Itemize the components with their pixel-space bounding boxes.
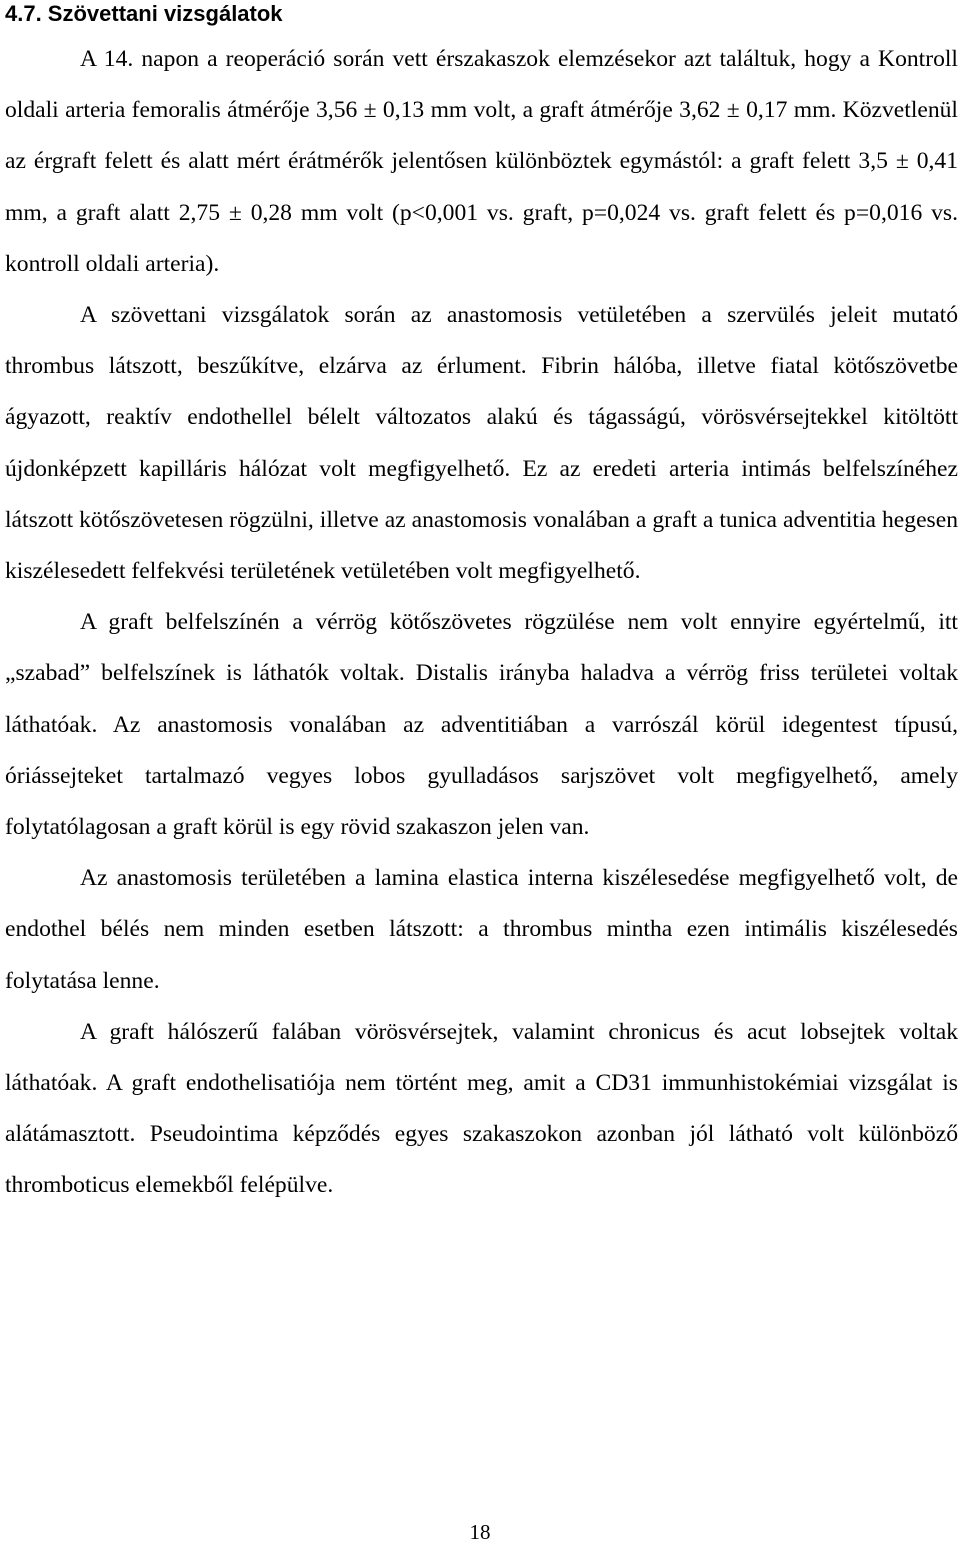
paragraph-lamina-elastica: Az anastomosis területében a lamina elastica interna kiszélesedése megfigyelhető volt, de endothel bélés nem minden esetben látszott: a thrombus mintha ezen intimális kiszélesedés folytatása lenne. xyxy=(5,865,958,994)
paragraph-graft-wall: A graft hálószerű falában vörösvérsejtek, valamint chronicus és acut lobsejtek voltak láthatóak. A graft endothelisatiója nem történt meg, amit a CD31 immunhistokémiai vizsgálat is alátámasztott. Pseudointima képződés egyes szakaszokon azonban jól látható volt különböző thromboticus elemekből felépülve. xyxy=(5,1018,958,1199)
page-number: 18 xyxy=(469,1520,491,1544)
section-heading: 4.7. Szövettani vizsgálatok xyxy=(5,1,283,26)
document-page xyxy=(5,0,958,1212)
paragraph-graft-inner-surface: A graft belfelszínén a vérrög kötőszövetes rögzülése nem volt ennyire egyértelmű, itt „szabad” belfelszínek is láthatók voltak. Distalis irányba haladva a vérrög friss területei voltak láthatóak. Az anastomosis vonalában az adventitiában a varrószál körül idegentest típusú, óriássejteket tartalmazó vegyes lobos gyulladásos sarjszövet volt megfigyelhető, amely folytatólagosan a graft körül is egy rövid szakaszon jelen van. xyxy=(5,609,958,841)
paragraph-vessel-diameters: A 14. napon a reoperáció során vett érszakaszok elemzésekor azt találtuk, hogy a Kontroll oldali arteria femoralis átmérője 3,56 ± 0,13 mm volt, a graft átmérője 3,62 ± 0,17 mm. Közvetlenül az érgraft felett és alatt mért érátmérők jelentősen különböztek egymástól: a graft felett 3,5 ± 0,41 mm, a graft alatt 2,75 ± 0,28 mm volt (p<0,001 vs. graft, p=0,024 vs. graft felett és p=0,016 vs. kontroll oldali arteria). xyxy=(5,46,958,277)
paragraph-histology-anastomosis: A szövettani vizsgálatok során az anastomosis vetületében a szervülés jeleit mutató thrombus látszott, beszűkítve, elzárva az érlument. Fibrin hálóba, illetve fiatal kötőszövetbe ágyazott, reaktív endothellel bélelt változatos alakú és tágasságú, vörösvérsejtekkel kitöltött újdonképzett kapilláris hálózat volt megfigyelhető. Ez az eredeti arteria intimás belfelszínéhez látszott kötőszövetesen rögzülni, illetve az anastomosis vonalában a graft a tunica adventitia hegesen kiszélesedett felfekvési területének vetületében volt megfigyelhető. xyxy=(5,302,958,585)
